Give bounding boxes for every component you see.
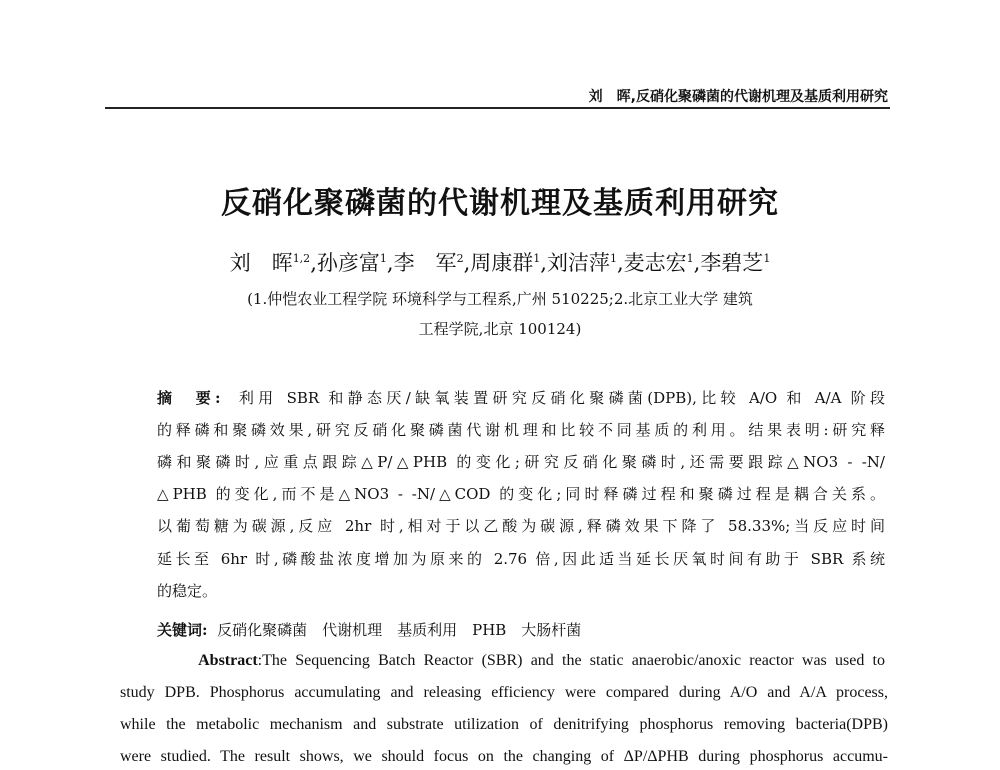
keywords-text: 反硝化聚磷菌 代谢机理 基质利用 PHB 大肠杆菌 — [217, 621, 582, 639]
abstract-cn-label: 摘 要: — [157, 389, 221, 407]
author-affiliation-mark: 1 — [609, 252, 617, 265]
author: 孙彦富 — [316, 251, 380, 275]
author: 李碧芝 — [700, 251, 764, 275]
abstract-en-line: while the metabolic mechanism and substrate utilization of denitrifying phosphorus removing bacteria(DPB) — [120, 716, 888, 733]
author: 周康群 — [470, 251, 534, 275]
abstract-en-line: study DPB. Phosphorus accumulating and releasing efficiency were compared during A/O and A/A process, — [120, 684, 888, 701]
abstract-cn-line: △PHB 的变化,而不是△NO3 - -N/△COD 的变化;同时释磷过程和聚磷过程是耦合关系。 — [157, 485, 885, 503]
author-affiliation-mark: 1 — [379, 252, 387, 265]
author-affiliation-mark: 1 — [533, 252, 541, 265]
abstract-en-line: were studied. The result shows, we should focus on the changing of ΔP/ΔPHB during phosphorus accumu- — [120, 748, 888, 765]
affiliation-line: 工程学院,北京 100124) — [418, 320, 582, 338]
abstract-cn-line: 的释磷和聚磷效果,研究反硝化聚磷菌代谢机理和比较不同基质的利用。结果表明:研究释 — [157, 421, 885, 439]
author: 李 军 — [393, 251, 457, 275]
running-head: 刘 晖,反硝化聚磷菌的代谢机理及基质利用研究 — [588, 89, 888, 105]
keywords-label: 关键词: — [157, 621, 208, 639]
abstract-en-text: :The Sequencing Batch Reactor (SBR) and the static anaerobic/anoxic reactor was used to — [257, 652, 885, 669]
abstract-cn-line — [157, 387, 885, 409]
abstract-en-line — [157, 652, 885, 674]
author: 麦志宏 — [623, 251, 687, 275]
abstract-cn-line: 延长至 6hr 时,磷酸盐浓度增加为原来的 2.76 倍,因此适当延长厌氧时间有助于 SBR 系统 — [157, 550, 885, 568]
author-separator: , — [386, 251, 394, 275]
author-separator: , — [310, 251, 317, 275]
author-affiliation-mark: 1,2 — [292, 252, 311, 265]
author-list — [0, 247, 1000, 277]
keywords-line — [157, 619, 885, 641]
paper-title: 反硝化聚磷菌的代谢机理及基质利用研究 — [221, 186, 779, 221]
abstract-cn-line: 以葡萄糖为碳源,反应 2hr 时,相对于以乙酸为碳源,释磷效果下降了 58.33%;当反应时间 — [157, 517, 885, 535]
author-separator: , — [616, 251, 624, 275]
author: 刘 晖 — [229, 251, 293, 275]
author-separator: , — [693, 251, 701, 275]
author-separator: , — [463, 251, 471, 275]
abstract-cn-text: 利用 SBR 和静态厌/缺氧装置研究反硝化聚磷菌(DPB),比较 A/O 和 A/A 阶段 — [238, 389, 885, 407]
author-affiliation-mark: 1 — [763, 252, 771, 265]
author-affiliation-mark: 2 — [456, 252, 464, 265]
affiliation-line: (1.仲恺农业工程学院 环境科学与工程系,广州 510225;2.北京工业大学 建筑 — [247, 290, 753, 308]
abstract-en-label: Abstract — [198, 652, 258, 669]
header-rule — [105, 107, 890, 109]
author-affiliation-mark: 1 — [686, 252, 694, 265]
abstract-cn-line: 的稳定。 — [157, 582, 218, 600]
author-separator: , — [540, 251, 547, 275]
abstract-cn-line: 磷和聚磷时,应重点跟踪△P/△PHB 的变化;研究反硝化聚磷时,还需要跟踪△NO3 - -N/ — [157, 453, 885, 471]
author: 刘洁萍 — [546, 251, 610, 275]
